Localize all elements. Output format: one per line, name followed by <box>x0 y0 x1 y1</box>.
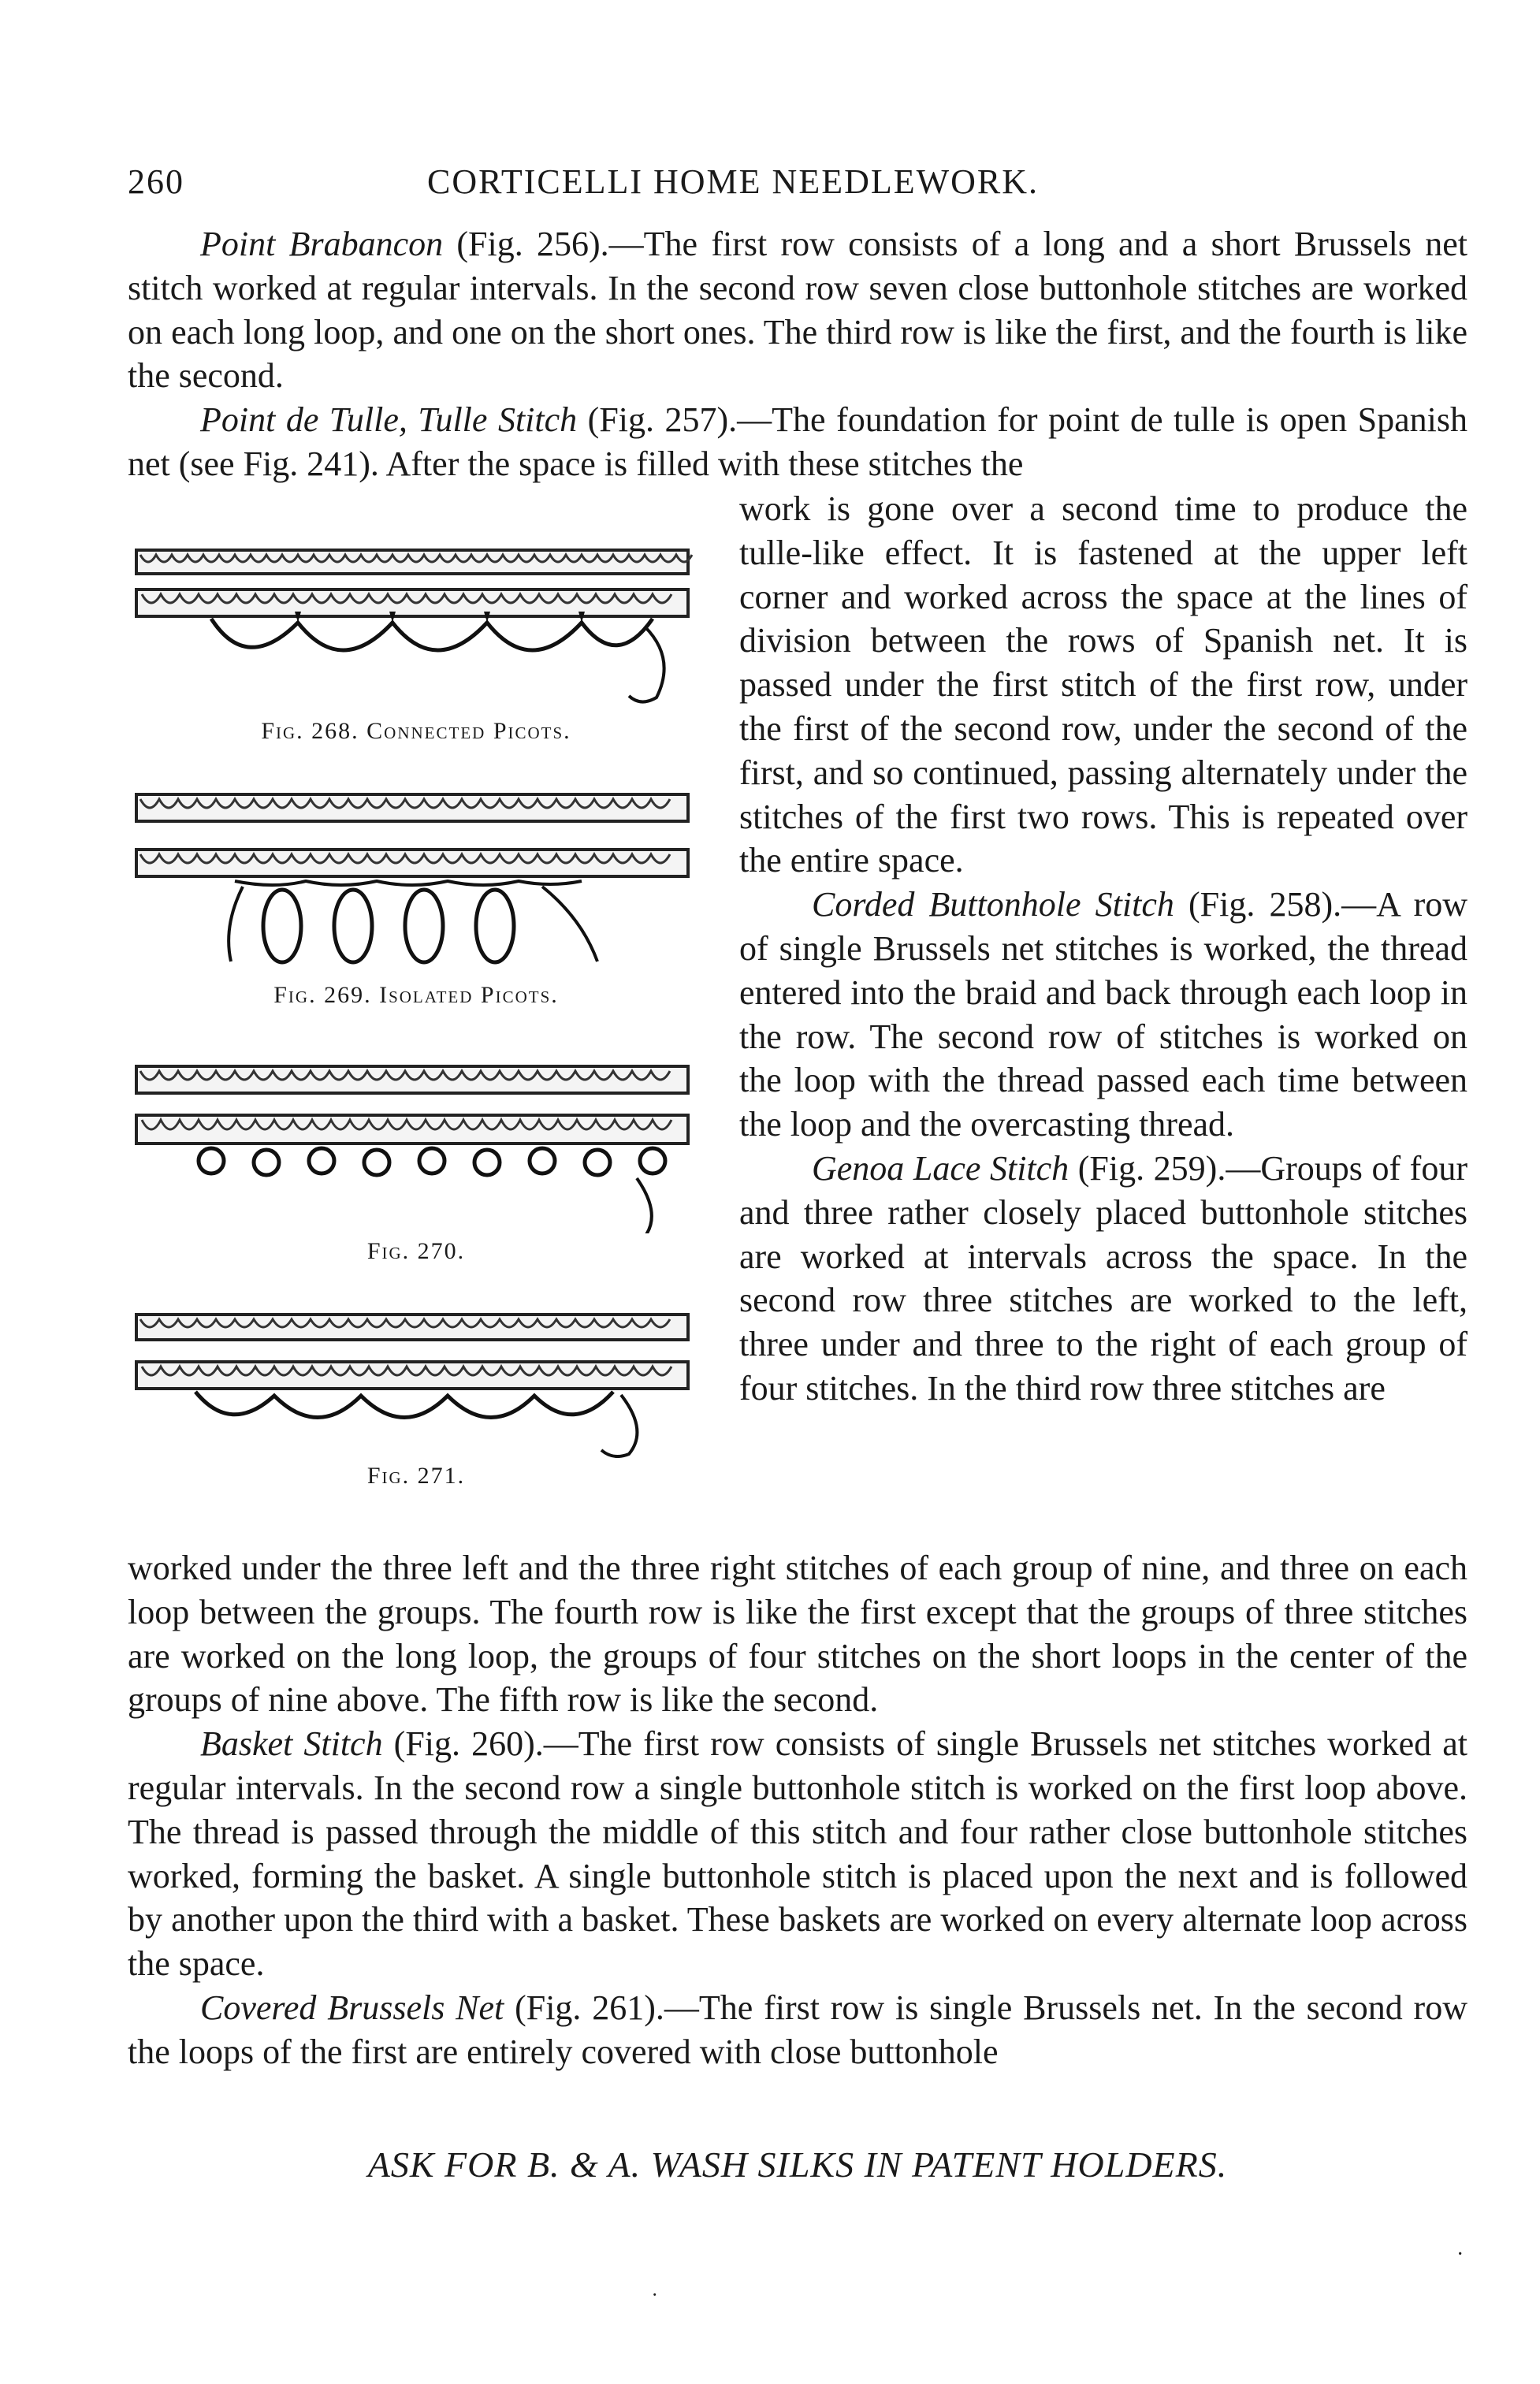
paragraph-point-de-tulle-continued: work is gone over a second time to produce the tulle-like effect. It is fastened at the upper left corner and worked across the space at the lines of division between the rows of Spanish net. It is passed under the first stitch of the first row, under the first of the second row, under the second of the first, and so continued, passing alternately under the stitches of the first two rows. This is repeated over the entire space. <box>739 489 1467 880</box>
figure-270 <box>132 1060 700 1265</box>
paragraph-body: (Fig. 258).—A row of single Brussels net stitches is worked, the thread entered into the braid and back through each loop in the row. The second row of stitches is worked on the loop with the thread passed each time between the loop and the overcasting thread. <box>739 885 1468 1144</box>
figure-271-caption: Fig. 271. <box>366 1463 466 1489</box>
running-title: CORTICELLI HOME NEEDLEWORK. <box>427 162 1040 201</box>
paragraph-body: (Fig. 261).—The first row is single Brussels net. In the second row the loops of the first are entirely covered with close buttonhole <box>128 1988 1467 2071</box>
footer-advertisement: ASK FOR B. & A. WASH SILKS IN PATENT HOLDERS. <box>367 2144 1228 2185</box>
isolated-picots-illustration <box>132 788 700 977</box>
paragraph-genoa-lace <box>739 1147 1467 1411</box>
figure-270-caption: Fig. 270. <box>366 1238 466 1264</box>
paragraph-point-brabancon <box>128 222 1467 398</box>
text-block-bottom <box>128 1546 1467 2074</box>
figure-270-illustration <box>132 1060 700 1233</box>
page-number: 260 <box>128 162 184 201</box>
stray-mark: · <box>1456 2242 1464 2267</box>
stitch-title: Basket Stitch <box>200 1724 383 1764</box>
paragraph-body: (Fig. 259).—Groups of four and three rather closely placed buttonhole stitches are worked at intervals across the space. In the second row three stitches are worked to the left, three under and three to the right of each group of four stitches. In the third row three stitches are <box>739 1148 1467 1408</box>
figure-269-caption: Fig. 269. Isolated Picots. <box>273 982 559 1008</box>
figure-271-illustration <box>132 1308 700 1458</box>
stitch-title: Genoa Lace Stitch <box>812 1148 1069 1188</box>
paragraph-body: (Fig. 260).—The first row consists of single Brussels net stitches worked at regular intervals. In the second row a single buttonhole stitch is worked on the first loop above. The thread is passed through the middle of this stitch and four rather close buttonhole stitches worked, forming the basket. A single buttonhole stitch is placed upon the next and is followed by another upon the third with a basket. These baskets are worked on every alternate loop across the space. <box>128 1724 1467 1984</box>
paragraph-point-de-tulle <box>128 398 1467 486</box>
stitch-title: Point de Tulle, Tulle Stitch <box>200 400 578 440</box>
paragraph-body: (Fig. 257).—The foundation for point de tulle is open Spanish net (see Fig. 241). After the space is filled with these stitches the <box>128 400 1468 483</box>
text-block-right-column <box>739 487 1467 1411</box>
figure-268 <box>132 544 700 745</box>
paragraph-basket-stitch <box>128 1722 1467 1986</box>
text-block-top <box>128 222 1467 486</box>
figure-268-caption: Fig. 268. Connected Picots. <box>261 718 571 744</box>
stitch-title: Point Brabancon <box>200 225 444 263</box>
figure-269 <box>132 788 700 1009</box>
stitch-title: Corded Buttonhole Stitch <box>812 885 1174 924</box>
paragraph-genoa-lace-continued: worked under the three left and the three right stitches of each group of nine, and three on each loop between the groups. The fourth row is like the first except that the groups of three stitches are worked on the long loop, the groups of four stitches on the short loops in the center of the groups of nine above. The fifth row is like the second. <box>128 1549 1467 1720</box>
connected-picots-illustration <box>132 544 700 713</box>
paragraph-covered-brussels-net <box>128 1986 1467 2074</box>
paragraph-corded-buttonhole <box>739 883 1467 1147</box>
figure-271 <box>132 1308 700 1490</box>
stitch-title: Covered Brussels Net <box>200 1988 504 2027</box>
stray-mark: ˙ <box>651 2289 659 2314</box>
paragraph-body: (Fig. 256).—The first row consists of a long and a short Brussels net stitch worked at regular intervals. In the second row seven close buttonhole stitches are worked on each long loop, and one on the short ones. The third row is like the first, and the fourth is like the second. <box>128 225 1467 396</box>
